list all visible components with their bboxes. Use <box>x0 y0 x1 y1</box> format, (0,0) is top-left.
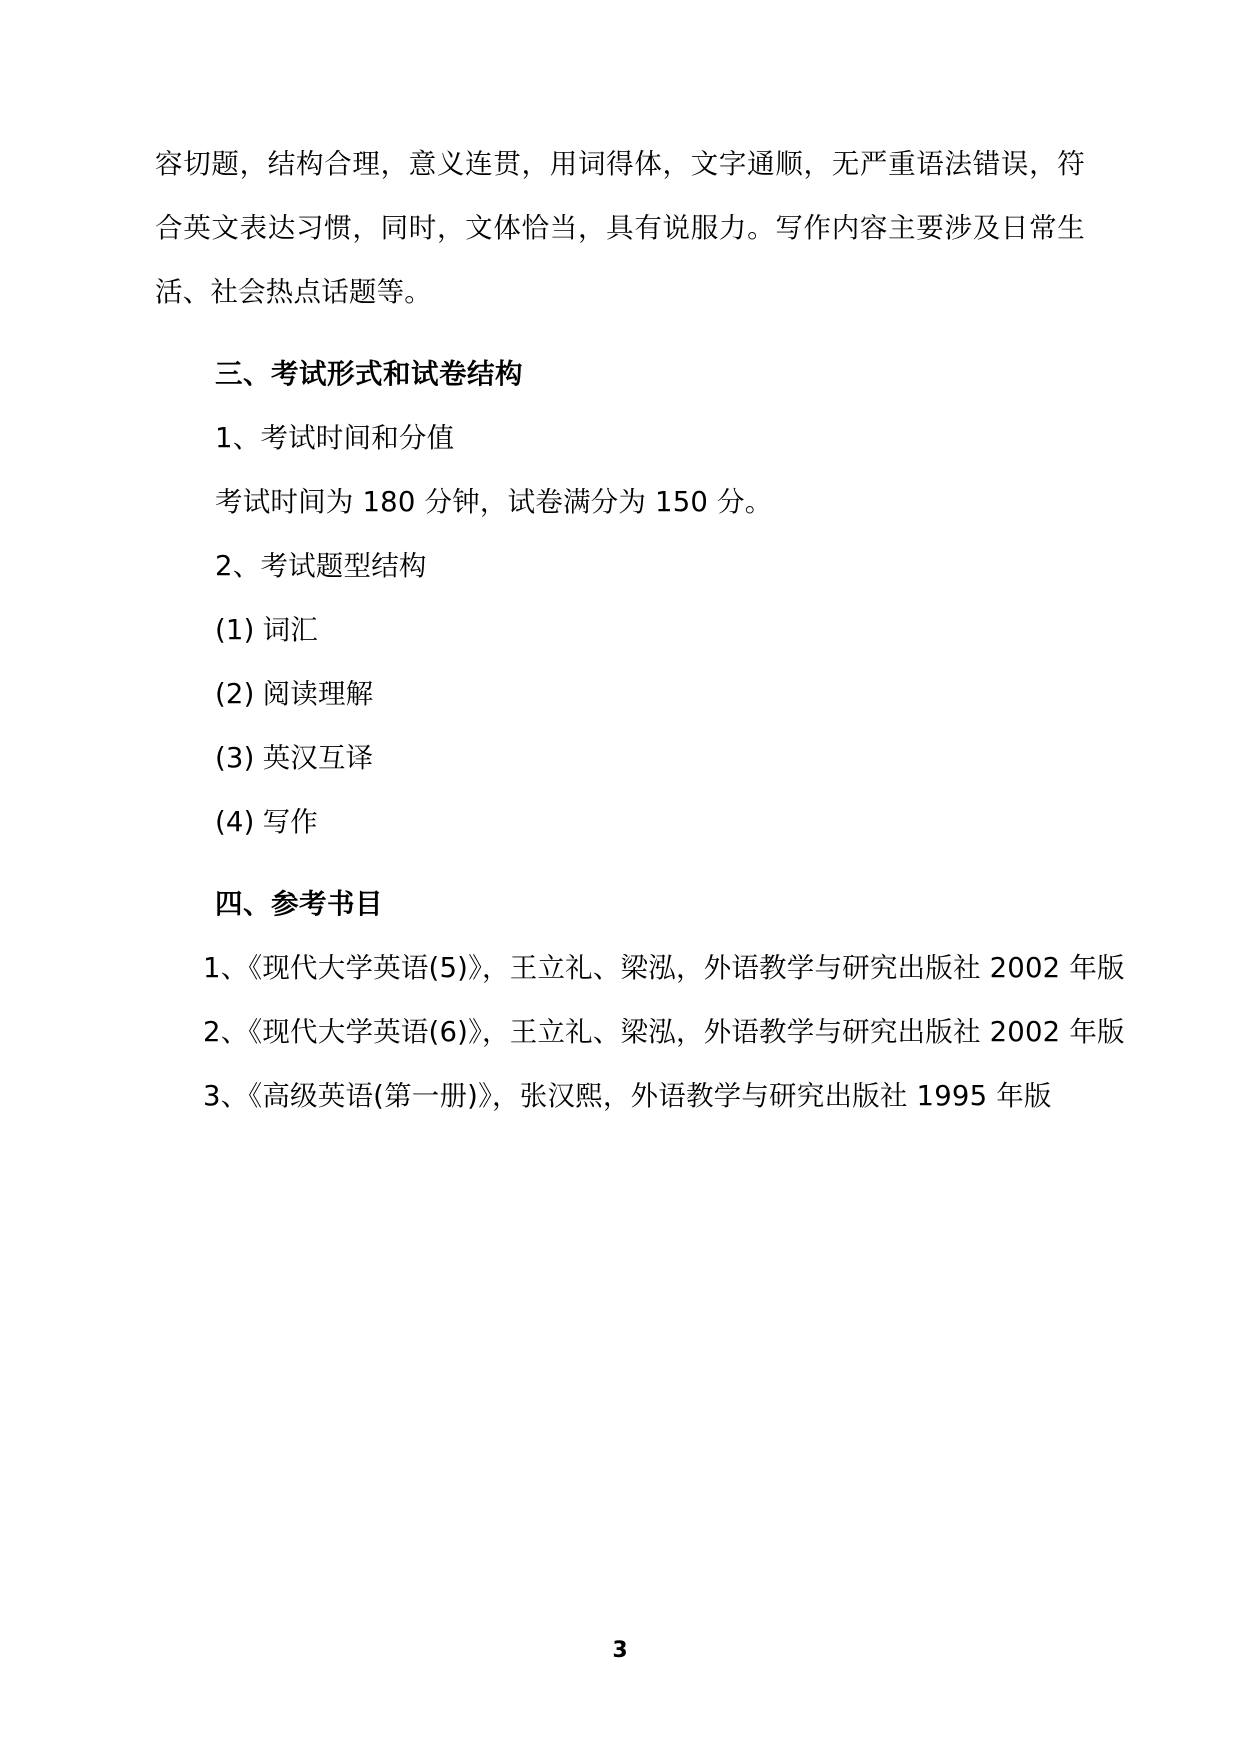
list-item-marker: (4) <box>215 806 255 838</box>
list-item-marker: (2) <box>215 678 255 710</box>
list-item <box>155 598 1085 662</box>
list-item-label: 阅读理解 <box>262 678 374 710</box>
reference-entry: 1、《现代大学英语(5)》，王立礼、梁泓，外语教学与研究出版社 2002 年版 <box>203 952 1125 984</box>
list-item-label: 英汉互译 <box>262 742 374 774</box>
subheading-question-type-structure: 2、考试题型结构 <box>215 550 427 582</box>
list-item <box>155 790 1085 854</box>
list-item-label: 词汇 <box>262 614 318 646</box>
continued-paragraph: 容切题，结构合理，意义连贯，用词得体，文字通顺，无严重语法错误，符合英文表达习惯，同时，文体恰当，具有说服力。写作内容主要涉及日常生活、社会热点话题等。 <box>155 148 1085 308</box>
list-item-marker: (1) <box>215 614 255 646</box>
reference-entry: 2、《现代大学英语(6)》，王立礼、梁泓，外语教学与研究出版社 2002 年版 <box>203 1016 1125 1048</box>
list-item-label: 写作 <box>262 806 318 838</box>
list-item <box>155 726 1085 790</box>
paragraph-exam-duration-total-score: 考试时间为 180 分钟，试卷满分为 150 分。 <box>215 486 773 518</box>
reference-entry: 3、《高级英语(第一册)》，张汉熙，外语教学与研究出版社 1995 年版 <box>203 1080 1052 1112</box>
section-heading-exam-format: 三、考试形式和试卷结构 <box>215 358 523 390</box>
page-content <box>155 132 1125 1128</box>
list-item <box>155 662 1085 726</box>
section-heading-references: 四、参考书目 <box>215 888 383 920</box>
page-number: 3 <box>612 1638 628 1663</box>
subheading-exam-time-and-score: 1、考试时间和分值 <box>215 422 455 454</box>
list-item-marker: (3) <box>215 742 255 774</box>
